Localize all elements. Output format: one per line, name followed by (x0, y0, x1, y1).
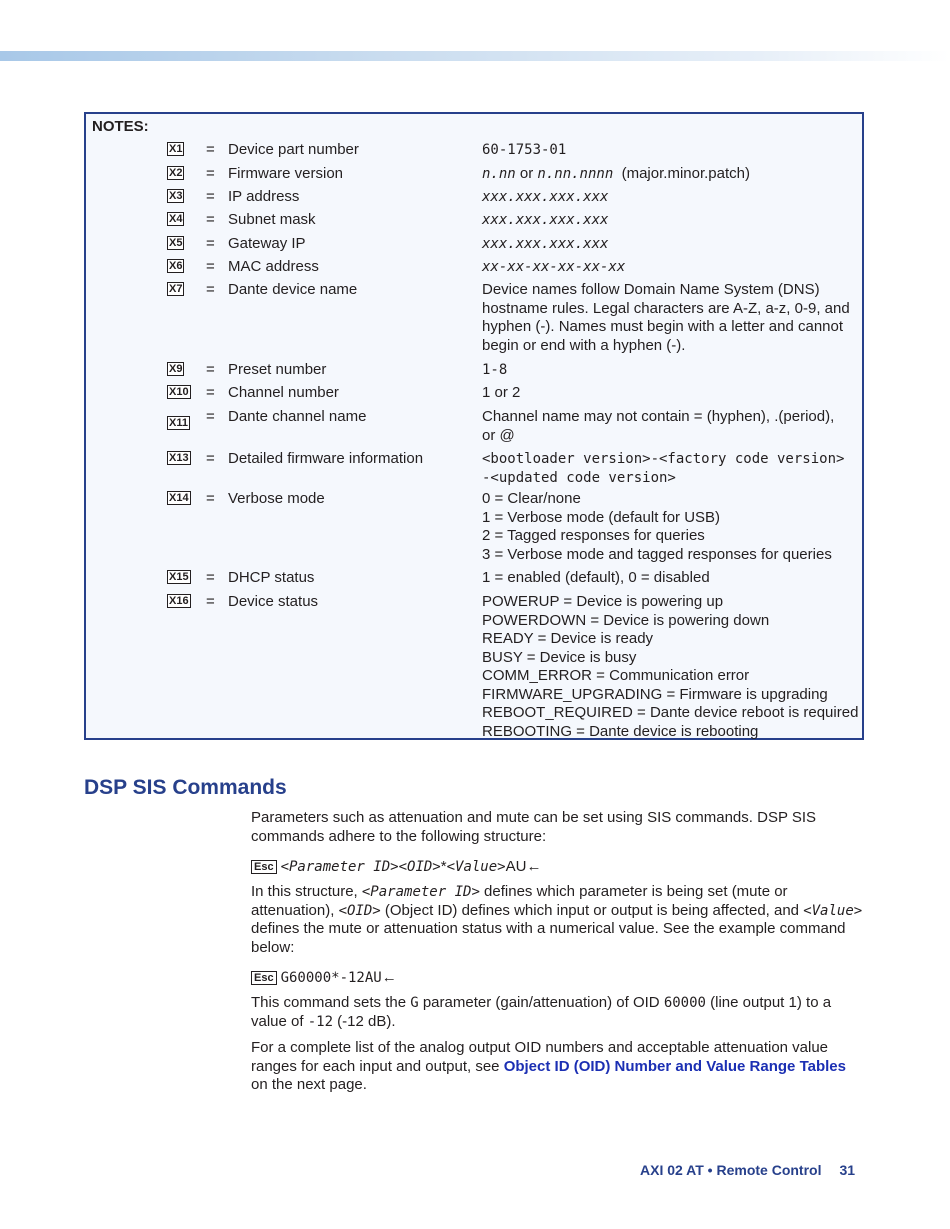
au-token: AU (505, 858, 527, 875)
variable-value: xxx.xxx.xxx.xxx (482, 236, 609, 252)
equals-sign: = (206, 188, 215, 205)
equals-sign: = (206, 450, 215, 467)
variable-description: Dante channel name (228, 408, 367, 425)
variable-box: X14 (169, 492, 189, 504)
variable-description: Channel number (228, 384, 339, 401)
equals-sign: = (206, 258, 215, 275)
equals-sign: = (206, 165, 215, 182)
variable-description: Subnet mask (228, 211, 316, 228)
footer-title: AXI 02 AT • Remote Control (640, 1162, 822, 1178)
variable-box: X13 (169, 452, 189, 464)
paragraph-structure-explanation: In this structure, <Parameter ID> defines which parameter is being set (mute or attenuation), <OID> (Object ID) defines which input or output is being affected, and <Value> defines the mute or attenuation status with a numerical value. See the example command below: (251, 883, 863, 956)
variable-value: Device names follow Domain Name System (DNS) hostname rules. Legal characters are A-Z, a-z, 0-9, and hyphen (-). Names must begin with a letter and cannot begin or end with a hyphen (-). (482, 281, 850, 354)
variable-value: xxx.xxx.xxx.xxx (482, 189, 609, 205)
notes-title: NOTES: (92, 118, 149, 135)
variable-value: 1-8 (482, 362, 508, 378)
variable-description: Detailed firmware information (228, 450, 424, 467)
variable-description: Gateway IP (228, 235, 306, 252)
variable-description: Preset number (228, 361, 327, 378)
variable-description: Dante device name (228, 281, 358, 298)
equals-sign: = (206, 281, 215, 298)
variable-description: IP address (228, 188, 300, 205)
paragraph-intro: Parameters such as attenuation and mute can be set using SIS commands. DSP SIS commands adhere to the following structure: (251, 809, 817, 845)
variable-value: Channel name may not contain = (hyphen), .(period), or @ (482, 408, 835, 444)
notes-box (84, 112, 864, 740)
variable-box: X9 (169, 363, 183, 375)
variable-box: X6 (169, 260, 183, 272)
oid-tables-link[interactable]: Object ID (OID) Number and Value Range Tables (503, 1057, 846, 1075)
value-token: <Value> (446, 859, 506, 875)
variable-description: MAC address (228, 258, 319, 275)
variable-box: X10 (169, 386, 189, 398)
return-arrow-icon: ← (381, 969, 397, 986)
equals-sign: = (206, 361, 215, 378)
escape-key-icon: Esc (251, 860, 277, 874)
variable-value: 1 = enabled (default), 0 = disabled (482, 569, 710, 586)
header-color-band (0, 51, 950, 61)
equals-sign: = (206, 384, 215, 401)
variable-description: Verbose mode (228, 490, 325, 507)
equals-sign: = (206, 490, 215, 507)
equals-sign: = (206, 141, 215, 158)
section-heading: DSP SIS Commands (84, 776, 287, 799)
equals-sign: = (206, 235, 215, 252)
page-number: 31 (839, 1162, 856, 1178)
variable-box: X15 (169, 571, 189, 583)
variable-description: Device status (228, 593, 319, 610)
paragraph-reference: For a complete list of the analog output OID numbers and acceptable attenuation value ranges for each input and output, see Object ID (OID) Number and Value Range Tables on the next page. (251, 1039, 846, 1093)
variable-value: 60-1753-01 (482, 142, 567, 158)
variable-description: Device part number (228, 141, 359, 158)
variable-box: X5 (169, 237, 183, 249)
variable-box: X7 (169, 283, 183, 295)
variable-description: Firmware version (228, 165, 344, 182)
variable-box: X1 (169, 143, 183, 155)
escape-key-icon: Esc (251, 971, 277, 985)
variable-box: X16 (169, 595, 189, 607)
variable-box: X3 (169, 190, 183, 202)
equals-sign: = (206, 211, 215, 228)
variable-value: 1 or 2 (482, 384, 521, 401)
return-arrow-icon: ← (526, 858, 542, 875)
star-token: * (440, 858, 447, 875)
example-command-text: G60000*-12AU (280, 970, 382, 986)
variable-box: X11 (169, 417, 188, 429)
oid-token: <OID> (398, 859, 441, 875)
variable-value: xxx.xxx.xxx.xxx (482, 212, 609, 228)
variable-box: X4 (169, 213, 183, 225)
variable-description: DHCP status (228, 569, 315, 586)
parameter-id-token: <Parameter ID> (280, 859, 399, 875)
variable-value: 0 = Clear/none 1 = Verbose mode (default for USB) 2 = Tagged responses for queries 3 = Verbose mode and tagged responses for queries (482, 490, 832, 563)
variable-value: POWERUP = Device is powering up POWERDOWN = Device is powering down READY = Device is ready BUSY = Device is busy COMM_ERROR = Communication error FIRMWARE_UPGRADING = Firmware is upgrading REBOOT_REQUIRED = Dante device reboot is required REBOOTING = Dante device is rebooting (482, 593, 859, 740)
variable-value: n.nn or n.nn.nnnn (major.minor.patch) (482, 165, 750, 182)
equals-sign: = (206, 593, 215, 610)
paragraph-example-explanation: This command sets the G parameter (gain/attenuation) of OID 60000 (line output 1) to a value of -12 (-12 dB). (251, 994, 832, 1030)
variable-value: xx-xx-xx-xx-xx-xx (482, 259, 626, 275)
page-footer (640, 1162, 855, 1178)
equals-sign: = (206, 569, 215, 586)
variable-value: <bootloader version>-<factory code version> -<updated code version> (482, 451, 845, 486)
command-structure (251, 858, 866, 877)
variable-box: X2 (169, 167, 183, 179)
equals-sign: = (206, 408, 215, 425)
example-command (251, 969, 866, 988)
